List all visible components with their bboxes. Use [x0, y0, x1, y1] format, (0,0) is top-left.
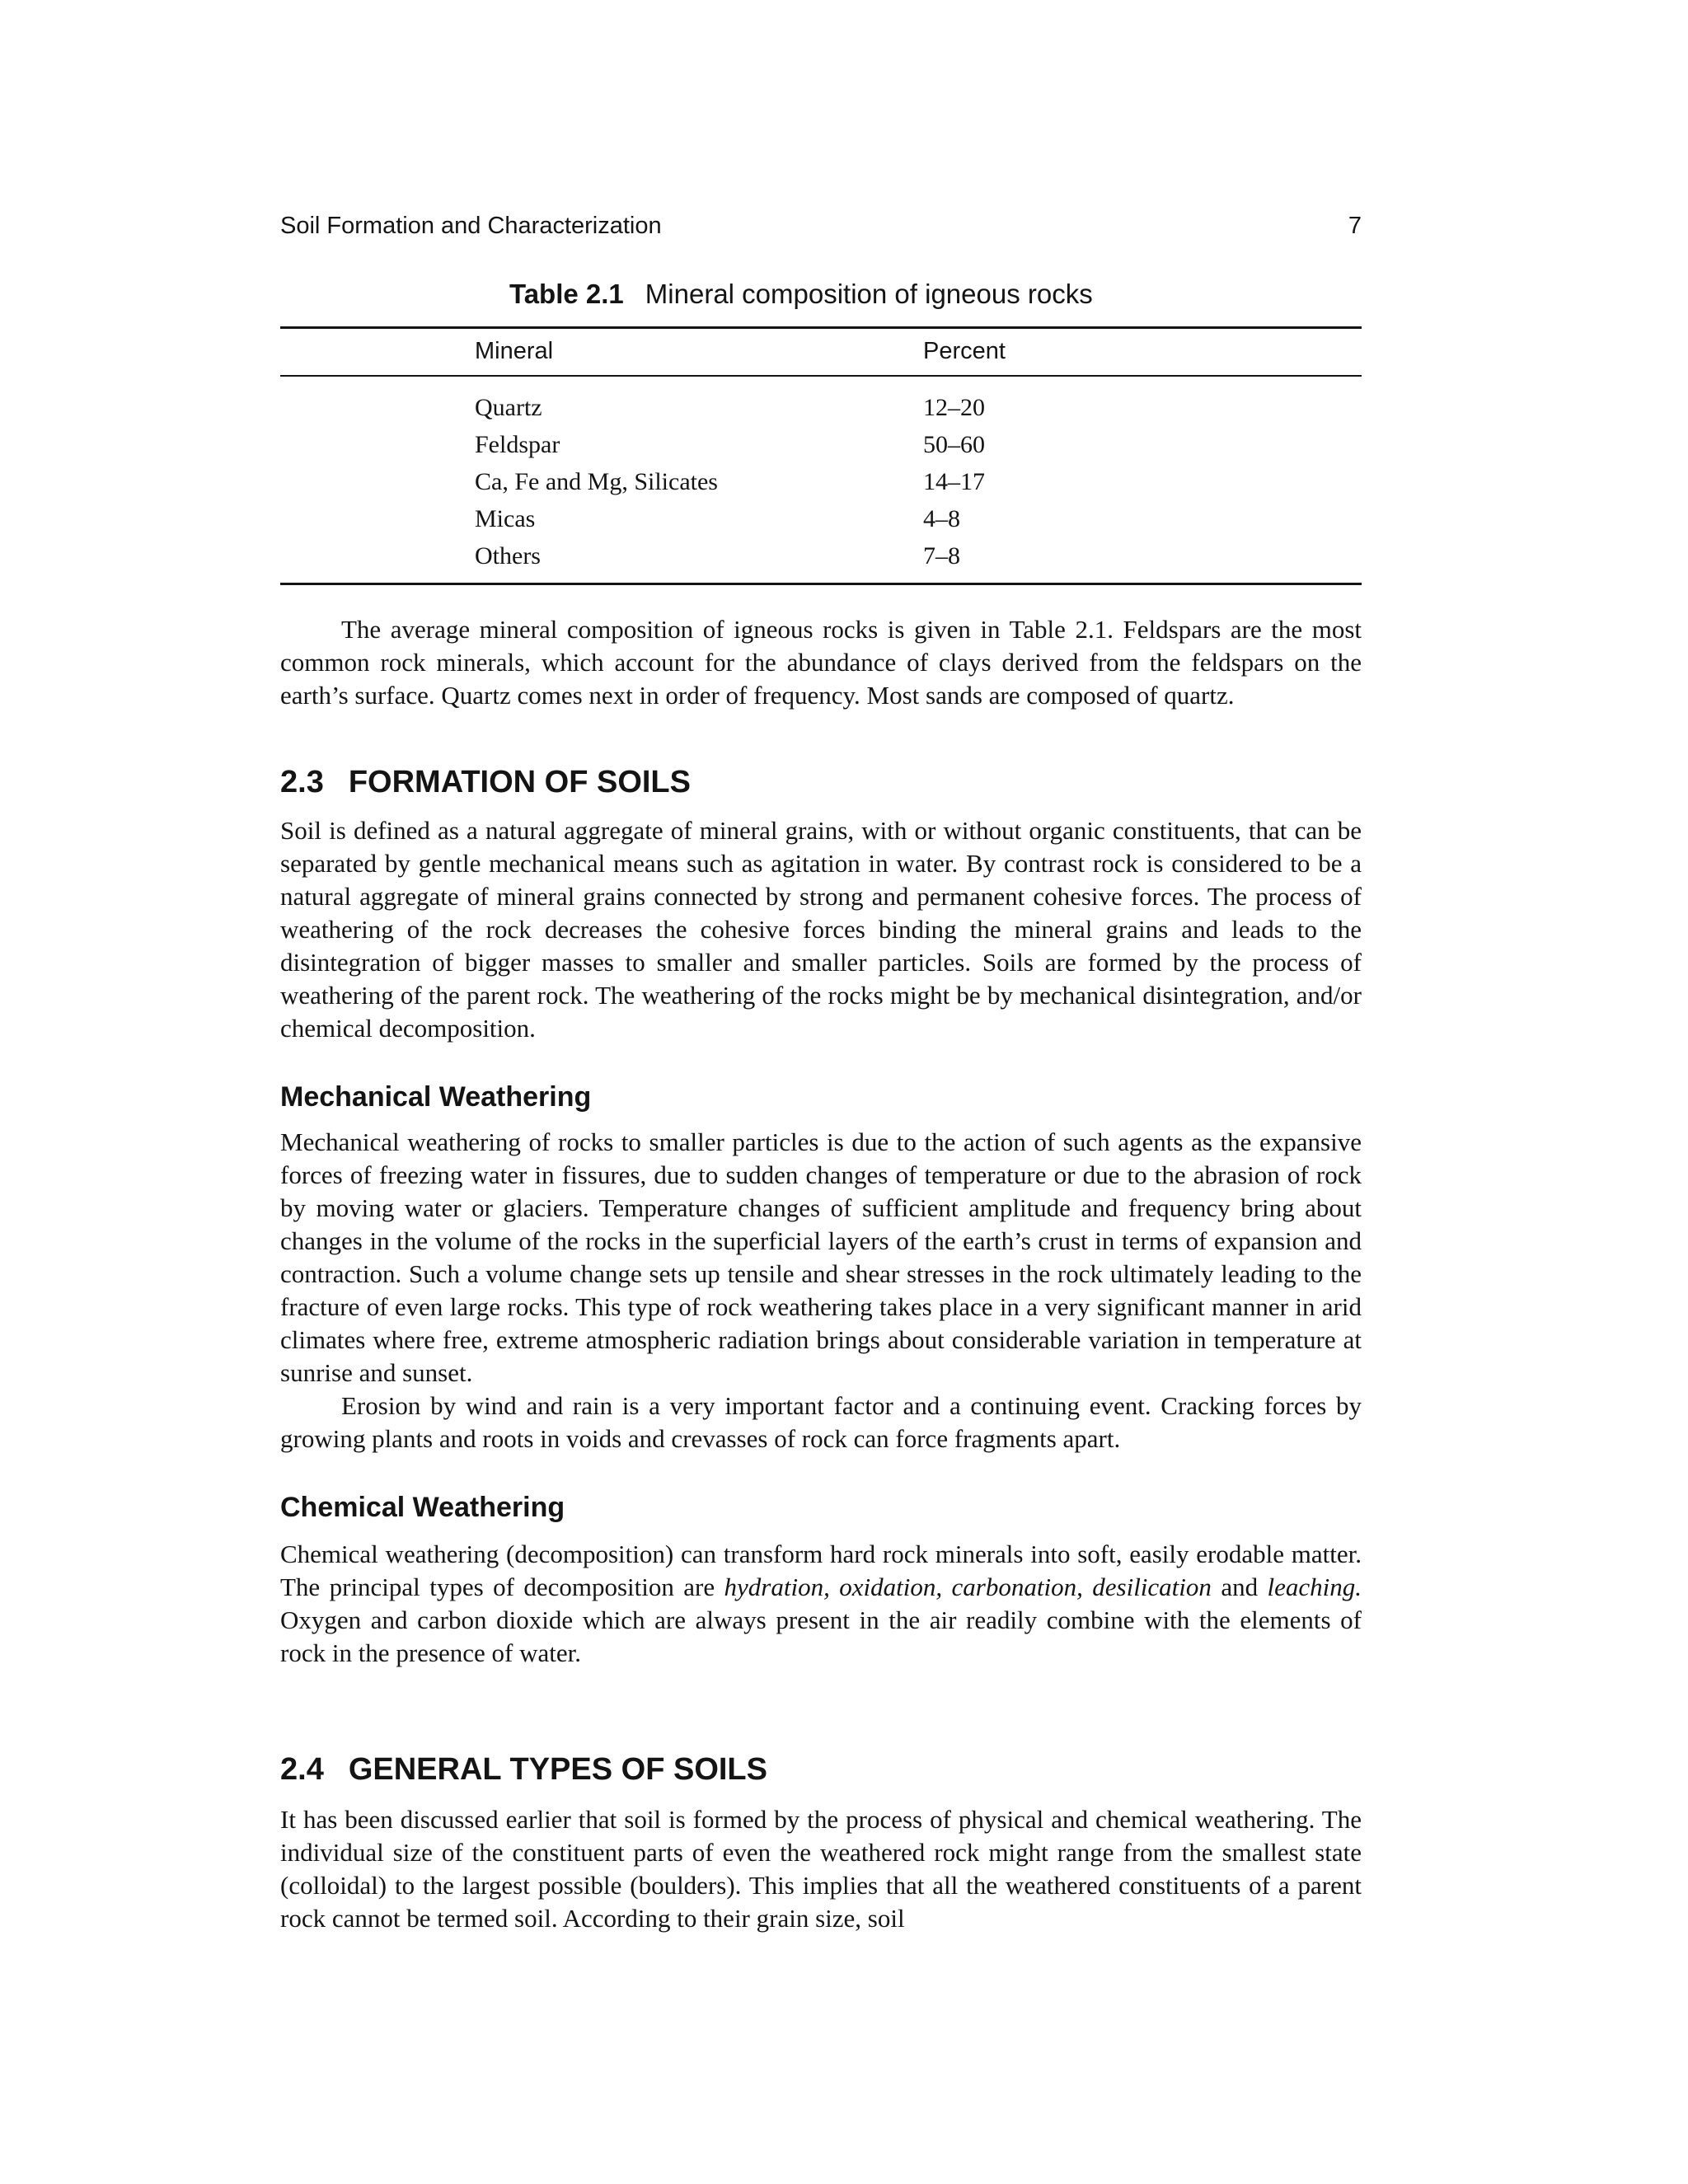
table-row — [280, 464, 1362, 501]
chemical-text-3: Oxygen and carbon dioxide which are always present in the air readily combine with the elements of rock in the presence of water. — [280, 1605, 1362, 1667]
section-title: GENERAL TYPES OF SOILS — [348, 1752, 767, 1787]
table-caption-text: Mineral composition of igneous rocks — [645, 279, 1093, 309]
section-heading-2-3 — [280, 765, 691, 800]
section-number: 2.4 — [280, 1752, 324, 1787]
section-number: 2.3 — [280, 765, 324, 799]
table-cell-percent: 12–20 — [923, 394, 985, 421]
table-header-mineral: Mineral — [475, 338, 554, 364]
table-caption — [509, 279, 1093, 310]
leaching-term: leaching. — [1267, 1572, 1362, 1601]
chemical-paragraph — [280, 1538, 1362, 1670]
table-cell-mineral: Others — [475, 542, 541, 569]
decomposition-types: hydration, oxidation, carbonation, desilication — [724, 1572, 1212, 1601]
subheading-chemical-weathering: Chemical Weathering — [280, 1492, 565, 1523]
table-row — [280, 427, 1362, 464]
table-header-row — [280, 329, 1362, 375]
subheading-mechanical-weathering: Mechanical Weathering — [280, 1081, 592, 1113]
table-header-percent: Percent — [923, 338, 1006, 364]
table-body — [280, 377, 1362, 583]
chemical-text-2: and — [1211, 1572, 1268, 1601]
table-row — [280, 538, 1362, 575]
table-cell-mineral: Quartz — [475, 394, 542, 421]
table-row — [280, 501, 1362, 538]
formation-paragraph: Soil is defined as a natural aggregate of mineral grains, with or without organic constituents, that can be separated by gentle mechanical means such as agitation in water. By contrast rock is considered to be a natural aggregate of mineral grains connected by strong and permanent cohesive forces. The process of weathering of the rock decreases the cohesive forces binding the mineral grains and leads to the disintegration of bigger masses to smaller and smaller particles. Soils are formed by the process of weathering of the parent rock. The weathering of the rocks might be by mechanical disintegration, and/or chemical decomposition. — [280, 816, 1362, 1043]
table-cell-mineral: Ca, Fe and Mg, Silicates — [475, 468, 718, 495]
table-cell-percent: 4–8 — [923, 505, 960, 532]
table-cell-percent: 50–60 — [923, 431, 985, 458]
erosion-paragraph: Erosion by wind and rain is a very important factor and a continuing event. Cracking forces by growing plants and roots in voids and crevasses of rock can force fragments apart. — [280, 1391, 1362, 1453]
table-cell-mineral: Feldspar — [475, 431, 560, 458]
mineral-composition-table — [280, 326, 1362, 585]
table-bottom-rule — [280, 583, 1362, 585]
section-heading-2-4 — [280, 1752, 767, 1788]
table-label: Table 2.1 — [509, 279, 624, 309]
table-row — [280, 390, 1362, 427]
section-title: FORMATION OF SOILS — [348, 765, 691, 799]
mechanical-paragraph: Mechanical weathering of rocks to smaller particles is due to the action of such agents as the expansive forces of freezing water in fissures, due to sudden changes of temperature or due to the abrasion of rock by moving water or glaciers. Temperature changes of sufficient amplitude and frequency bring about changes in the volume of the rocks in the superficial layers of the earth’s crust in terms of expansion and contraction. Such a volume change sets up tensile and shear stresses in the rock ultimately leading to the fracture of even large rocks. This type of rock weathering takes place in a very significant manner in arid climates where free, extreme atmospheric radiation brings about considerable variation in temperature at sunrise and sunset. — [280, 1127, 1362, 1387]
table-cell-mineral: Micas — [475, 505, 536, 532]
page-number: 7 — [1348, 213, 1362, 239]
chemical-text-1: Chemical weathering (decomposition) can transform hard rock minerals into soft, easily erodable matter. The principal types of decomposition are — [280, 1540, 1362, 1601]
running-header-title: Soil Formation and Characterization — [280, 213, 662, 239]
table-cell-percent: 7–8 — [923, 542, 960, 569]
intro-paragraph: The average mineral composition of igneous rocks is given in Table 2.1. Feldspars are the most common rock minerals, which account for the abundance of clays derived from the feldspars on the earth’s surface. Quartz comes next in order of frequency. Most sands are composed of quartz. — [280, 615, 1362, 710]
soil-types-paragraph: It has been discussed earlier that soil is formed by the process of physical and chemical weathering. The individual size of the constituent parts of even the weathered rock might range from the smallest state (colloidal) to the largest possible (boulders). This implies that all the weathered constituents of a parent rock cannot be termed soil. According to their grain size, soil — [280, 1805, 1362, 1933]
table-cell-percent: 14–17 — [923, 468, 985, 495]
running-header — [280, 213, 1362, 240]
